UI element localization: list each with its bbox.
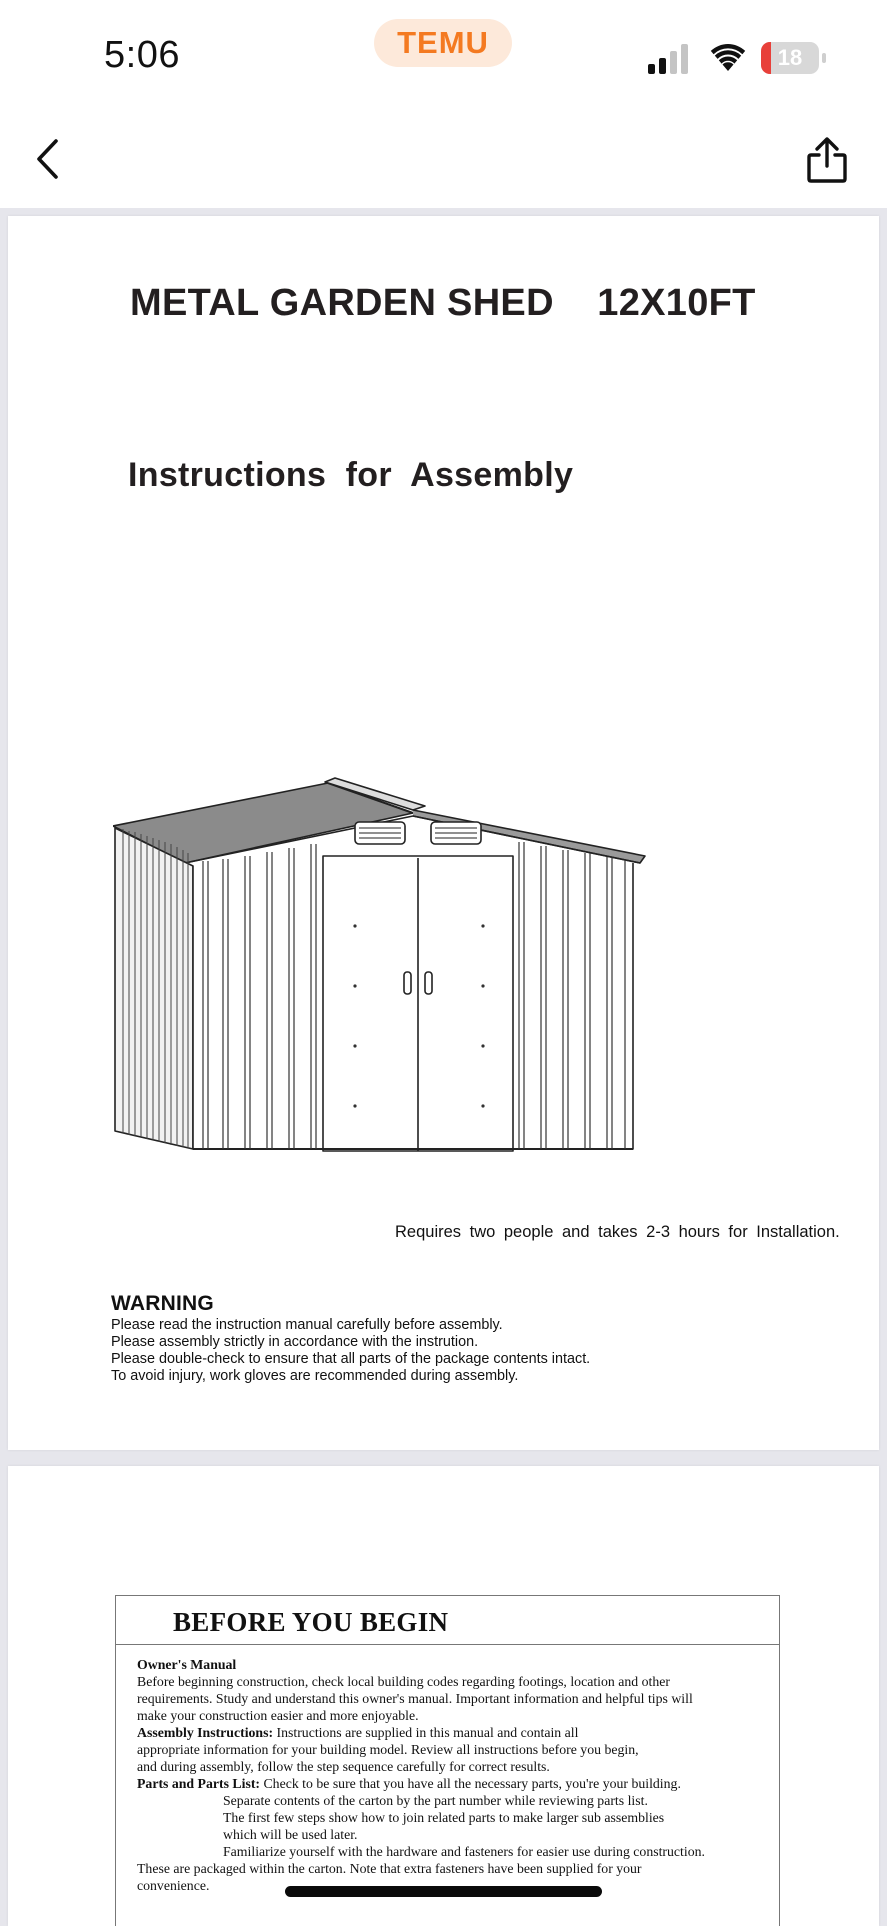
manual-page-2[interactable] — [8, 1466, 879, 1926]
shed-illustration — [113, 666, 793, 1166]
manual-page-1[interactable] — [8, 216, 879, 1450]
parts-closing-line: These are packaged within the carton. Note that extra fasteners have been supplied for your — [137, 1861, 642, 1876]
parts-list-text: Check to be sure that you have all the necessary parts, you're your building. — [260, 1776, 681, 1791]
assembly-instructions-label: Assembly Instructions: — [137, 1725, 274, 1740]
battery-body — [761, 42, 819, 74]
page-subtitle: Instructions for Assembly — [128, 456, 574, 494]
requirements-note: Requires two people and takes 2-3 hours for Installation. — [395, 1223, 840, 1241]
battery-icon — [761, 42, 827, 74]
nav-bar — [0, 110, 887, 208]
before-you-begin-heading: BEFORE YOU BEGIN — [173, 1607, 449, 1637]
back-button[interactable] — [24, 130, 72, 188]
cellular-signal-icon — [648, 44, 692, 74]
parts-list-label: Parts and Parts List: — [137, 1776, 261, 1791]
parts-indented-line: The first few steps show how to join related parts to make larger sub assemblies — [223, 1810, 665, 1825]
assembly-line: appropriate information for your building model. Review all instructions before you begin, — [137, 1742, 639, 1757]
status-time: 5:06 — [104, 34, 180, 76]
owners-manual-label: Owner's Manual — [137, 1657, 237, 1672]
warning-heading: WARNING — [111, 1292, 214, 1315]
owners-manual-line: Before beginning construction, check local building codes regarding footings, location and other — [137, 1674, 670, 1689]
parts-indented-line: Separate contents of the carton by the part number while reviewing parts list. — [223, 1793, 648, 1808]
battery-level-label: 18 — [777, 45, 803, 70]
before-you-begin-box — [115, 1595, 780, 1926]
warning-line: Please assembly strictly in accordance with the instrution. — [111, 1334, 479, 1350]
before-you-begin-text — [137, 1656, 767, 1894]
owners-manual-line: requirements. Study and understand this owner's manual. Important information and helpful tips will — [137, 1691, 693, 1706]
share-icon — [805, 136, 849, 184]
warning-line: Please double-check to ensure that all parts of the package contents intact. — [111, 1351, 591, 1367]
page-title: METAL GARDEN SHED 12X10FT — [130, 282, 756, 324]
before-you-begin-header — [116, 1596, 779, 1645]
parts-indented-line: Familiarize yourself with the hardware and fasteners for easier use during construction. — [223, 1844, 705, 1859]
warning-line: To avoid injury, work gloves are recommended during assembly. — [111, 1368, 519, 1384]
warning-line: Please read the instruction manual carefully before assembly. — [111, 1317, 503, 1333]
parts-indented-line: which will be used later. — [223, 1827, 358, 1842]
chevron-left-icon — [35, 138, 61, 180]
temu-app-badge[interactable]: TEMU — [374, 19, 512, 67]
assembly-line: and during assembly, follow the step sequence carefully for correct results. — [137, 1759, 550, 1774]
parts-closing-line: convenience. — [137, 1878, 210, 1893]
warning-block — [111, 1292, 590, 1385]
battery-tip — [822, 53, 826, 63]
share-button[interactable] — [800, 130, 854, 190]
status-bar — [0, 0, 887, 110]
assembly-instructions-text: Instructions are supplied in this manual and contain all — [273, 1725, 579, 1740]
wifi-icon — [709, 42, 747, 72]
owners-manual-line: make your construction easier and more enjoyable. — [137, 1708, 419, 1723]
home-indicator[interactable] — [285, 1886, 602, 1897]
